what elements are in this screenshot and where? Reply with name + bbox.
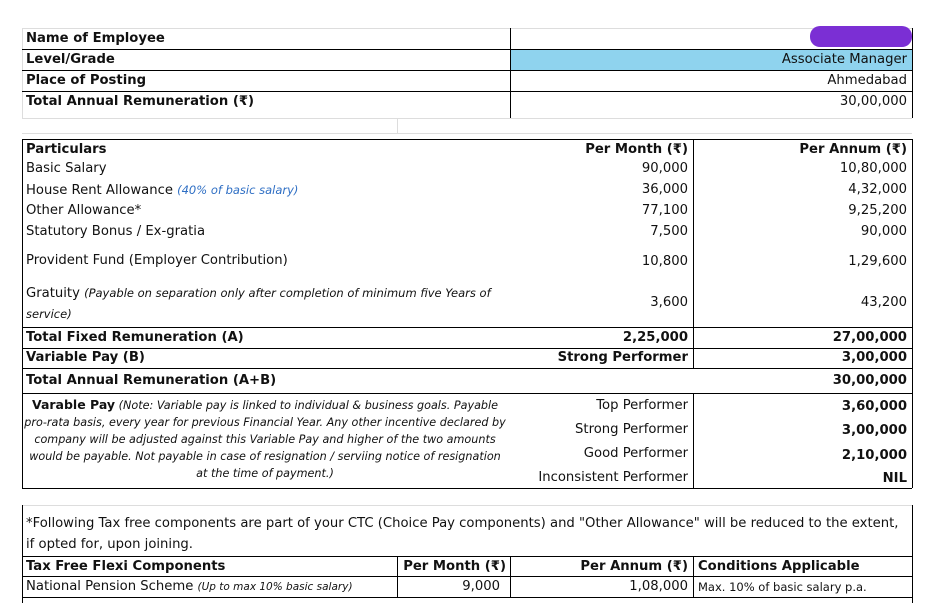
provident-fund-annum: 1,29,600	[848, 254, 907, 269]
nps-label-cell	[26, 577, 394, 597]
other-allowance-label: Other Allowance*	[26, 203, 142, 218]
tier-inconsistent-amount: NIL	[882, 471, 907, 486]
hra-note: (40% of basic salary)	[177, 183, 299, 197]
nps-label: National Pension Scheme	[26, 579, 198, 594]
border	[22, 393, 912, 394]
nps-annum: 1,08,000	[629, 579, 688, 594]
basic-salary-label: Basic Salary	[26, 161, 107, 176]
border	[912, 139, 913, 488]
border	[397, 556, 398, 597]
border	[912, 28, 913, 118]
other-allowance-month: 77,100	[641, 203, 688, 218]
statutory-bonus-month: 7,500	[650, 224, 688, 239]
variable-pay-note: (Note: Variable pay is linked to individual & business goals. Payable pro-rata basis, every year for previous Financial Year. Any other incentive declared by company will be adjusted against this Variable Pay and higher of the two amounts would be payable. Not payable in case of resignation / serviing notice of resignation at the time of payment.)	[24, 399, 506, 480]
border	[22, 505, 23, 603]
tax-free-footnote: *Following Tax free components are part of your CTC (Choice Pay components) and "Other Allowance" will be reduced to the extent, if opted for, upon joining.	[26, 516, 899, 552]
flexi-header-month: Per Month (₹)	[403, 559, 506, 574]
total-fixed-month: 2,25,000	[622, 330, 688, 345]
statutory-bonus-annum: 90,000	[860, 224, 907, 239]
variable-pay-month: Strong Performer	[557, 350, 688, 365]
border	[510, 28, 511, 118]
hra-label: House Rent Allowance	[26, 183, 178, 198]
gridline	[22, 118, 912, 119]
border	[22, 597, 912, 598]
border	[510, 556, 511, 597]
particulars-header: Particulars	[26, 142, 107, 157]
basic-salary-annum: 10,80,000	[839, 161, 907, 176]
border	[912, 505, 913, 603]
per-annum-header: Per Annum (₹)	[799, 142, 907, 157]
gratuity-note: (Payable on separation only after completion of minimum five Years of service)	[26, 286, 491, 321]
variable-pay-note-block	[24, 396, 506, 486]
level-grade-label: Level/Grade	[26, 52, 115, 67]
employee-name-label: Name of Employee	[26, 31, 165, 46]
flexi-header-annum: Per Annum (₹)	[580, 559, 688, 574]
provident-fund-month: 10,800	[641, 254, 688, 269]
hra-month: 36,000	[641, 182, 688, 197]
border	[693, 393, 694, 488]
per-month-header: Per Month (₹)	[585, 142, 688, 157]
gratuity-label: Gratuity	[26, 286, 85, 301]
basic-salary-month: 90,000	[641, 161, 688, 176]
total-ab-label: Total Annual Remuneration (A+B)	[26, 373, 277, 388]
total-fixed-label: Total Fixed Remuneration (A)	[26, 330, 244, 345]
nps-condition: Max. 10% of basic salary p.a.	[698, 580, 867, 594]
tier-strong-label: Strong Performer	[575, 422, 688, 437]
variable-pay-annum: 3,00,000	[841, 350, 907, 365]
total-annual-remuneration-label: Total Annual Remuneration (₹)	[26, 94, 255, 109]
variable-pay-label: Variable Pay (B)	[26, 350, 145, 365]
gridline	[22, 133, 912, 134]
total-fixed-annum: 27,00,000	[832, 330, 907, 345]
tier-strong-amount: 3,00,000	[841, 423, 907, 438]
variable-pay-title: Varable Pay	[31, 397, 116, 412]
gridline	[397, 118, 398, 134]
gridline	[22, 505, 912, 506]
redaction-mark	[810, 26, 912, 47]
gratuity-label-cell	[26, 283, 504, 325]
gratuity-month: 3,600	[650, 295, 688, 310]
nps-month: 9,000	[462, 579, 500, 594]
place-of-posting-label: Place of Posting	[26, 73, 147, 88]
place-of-posting-value: Ahmedabad	[827, 73, 907, 88]
tier-top-amount: 3,60,000	[841, 399, 907, 414]
tier-good-label: Good Performer	[583, 446, 688, 461]
tier-good-amount: 2,10,000	[841, 448, 907, 463]
gridline	[22, 28, 23, 118]
nps-note: (Up to max 10% basic salary)	[197, 581, 353, 593]
flexi-header-conditions: Conditions Applicable	[698, 559, 860, 574]
variable-pay-note-text	[24, 396, 506, 482]
border	[22, 139, 23, 488]
tier-top-label: Top Performer	[596, 398, 688, 413]
level-grade-value: Associate Manager	[781, 52, 907, 67]
border	[693, 556, 694, 597]
tier-inconsistent-label: Inconsistent Performer	[538, 470, 688, 485]
border	[22, 368, 912, 369]
statutory-bonus-label: Statutory Bonus / Ex-gratia	[26, 224, 206, 239]
total-annual-remuneration-value: 30,00,000	[839, 94, 907, 109]
border	[693, 139, 694, 368]
hra-label-cell	[26, 180, 506, 201]
flexi-header-components: Tax Free Flexi Components	[26, 559, 226, 574]
provident-fund-label: Provident Fund (Employer Contribution)	[26, 253, 288, 268]
hra-annum: 4,32,000	[848, 182, 907, 197]
other-allowance-annum: 9,25,200	[848, 203, 907, 218]
total-ab-annum: 30,00,000	[832, 373, 907, 388]
gratuity-annum: 43,200	[860, 295, 907, 310]
